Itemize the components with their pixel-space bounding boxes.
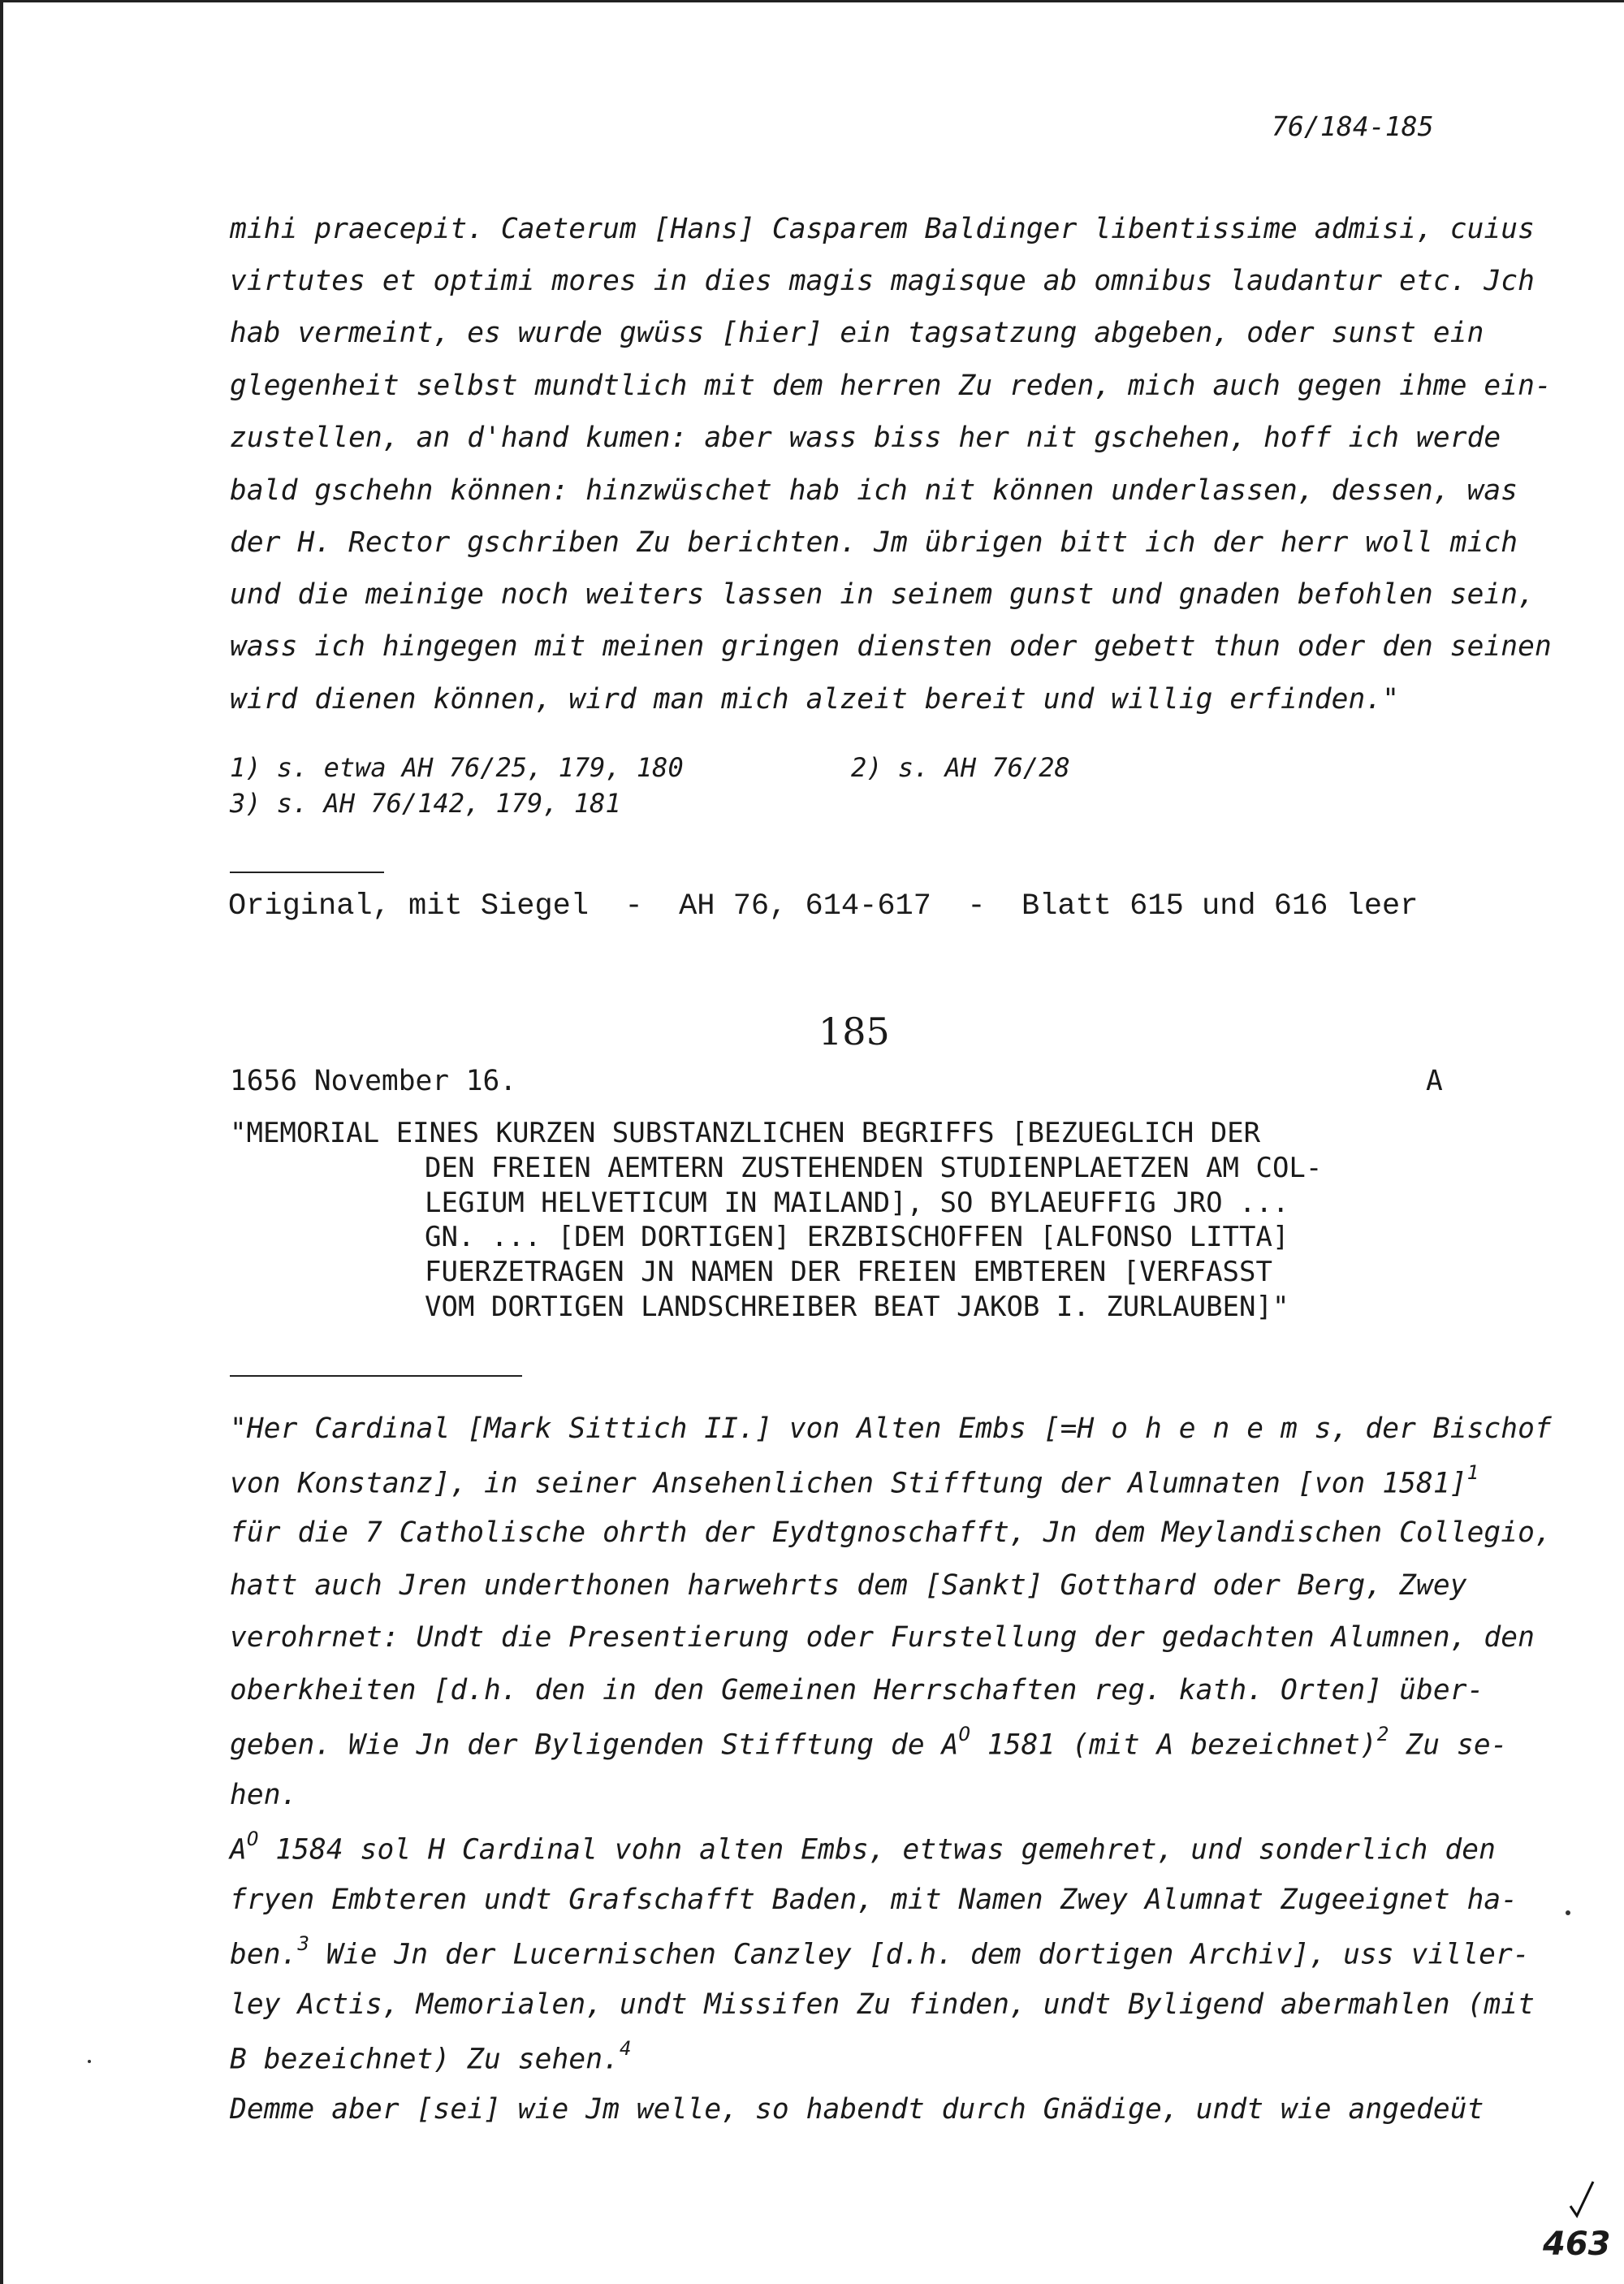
page-border-left xyxy=(0,0,3,2284)
document-number: 185 xyxy=(818,1010,890,1053)
handwritten-page-mark: 463 xyxy=(1543,2226,1611,2263)
memorial-line: verohrnet: Undt die Presentierung oder Furstellung der gedachten Alumnen, den xyxy=(230,1621,1535,1654)
source-rule xyxy=(230,872,384,873)
footnote-ref-3: 3 xyxy=(297,1932,310,1955)
scan-speck xyxy=(1566,1910,1570,1915)
title-line: GN. ... [DEM DORTIGEN] ERZBISCHOFFEN [ALFONSO LITTA] xyxy=(425,1221,1289,1253)
memorial-line: ben.$^3$ Wie Jn der Lucernischen Canzley [d.h. dem dortigen Archiv], uss viller- xyxy=(230,1932,1530,1971)
footnote-ref-4: 4 xyxy=(620,2037,632,2060)
letter-line: hab vermeint, es wurde gwüss [hier] ein tagsatzung abgeben, oder sunst ein xyxy=(230,317,1484,349)
memorial-line: geben. Wie Jn der Byligenden Stifftung de $A^O$ 1581 (mit A bezeichnet)$^2$ Zu se- xyxy=(230,1723,1508,1762)
letter-line: wird dienen können, wird man mich alzeit bereit und willig erfinden." xyxy=(230,683,1400,716)
title-line: DEN FREIEN AEMTERN ZUSTEHENDEN STUDIENPLAETZEN AM COL- xyxy=(425,1152,1323,1184)
title-line: "MEMORIAL EINES KURZEN SUBSTANZLICHEN BEGRIFFS [BEZUEGLICH DER xyxy=(230,1117,1261,1149)
document-date: 1656 November 16. xyxy=(230,1065,517,1097)
memorial-line: für die 7 Catholische ohrth der Eydtgnoschafft, Jn dem Meylandischen Collegio, xyxy=(230,1516,1552,1549)
letter-line: der H. Rector gschriben Zu berichten. Jm übrigen bitt ich der herr woll mich xyxy=(230,526,1518,559)
letter-line: mihi praecepit. Caeterum [Hans] Casparem Baldinger libentissime admisi, cuius xyxy=(230,213,1535,245)
page-reference: 76/184-185 xyxy=(1272,110,1434,142)
memorial-line: oberkheiten [d.h. den in den Gemeinen Herrschaften reg. kath. Orten] über- xyxy=(230,1674,1484,1707)
memorial-line: hatt auch Jren underthonen harwehrts dem [Sankt] Gotthard oder Berg, Zwey xyxy=(230,1569,1467,1602)
memorial-line: Demme aber [sei] wie Jm welle, so habendt durch Gnädige, undt wie angedeüt xyxy=(230,2093,1484,2126)
title-rule xyxy=(230,1375,522,1377)
page-border-top xyxy=(0,0,1624,2)
letter-line: glegenheit selbst mundtlich mit dem herren Zu reden, mich auch gegen ihme ein- xyxy=(230,370,1552,402)
checkmark-icon xyxy=(1566,2177,1598,2226)
memorial-line: "Her Cardinal [Mark Sittich II.] von Alten Embs [=H o h e n e m s, der Bischof xyxy=(230,1412,1552,1445)
letter-line: virtutes et optimi mores in dies magis magisque ab omnibus laudantur etc. Jch xyxy=(230,265,1535,297)
title-line: VOM DORTIGEN LANDSCHREIBER BEAT JAKOB I. ZURLAUBEN]" xyxy=(425,1291,1289,1323)
memorial-line: B bezeichnet) Zu sehen.$^4$ xyxy=(230,2037,632,2076)
letter-line: wass ich hingegen mit meinen gringen diensten oder gebett thun oder den seinen xyxy=(230,630,1552,663)
title-line: LEGIUM HELVETICUM IN MAILAND], SO BYLAEUFFIG JRO ... xyxy=(425,1187,1289,1219)
scan-speck xyxy=(88,2060,91,2063)
memorial-line: ley Actis, Memorialen, undt Missifen Zu finden, undt Byligend abermahlen (mit xyxy=(230,1988,1535,2021)
title-line: FUERZETRAGEN JN NAMEN DER FREIEN EMBTEREN [VERFASST xyxy=(425,1256,1272,1288)
memorial-line: $A^O$ 1584 sol H Cardinal vohn alten Embs, ettwas gemehret, und sonderlich den xyxy=(230,1828,1497,1867)
footnote-2: 2) s. AH 76/28 xyxy=(851,752,1070,783)
memorial-line: von Konstanz], in seiner Ansehenlichen Stifftung der Alumnaten [von 1581]$^1$ xyxy=(230,1461,1479,1500)
footnote-3: 3) s. AH 76/142, 179, 181 xyxy=(230,788,621,819)
memorial-line: hen. xyxy=(230,1779,298,1811)
letter-line: bald gschehn können: hinzwüschet hab ich nit können underlassen, dessen, was xyxy=(230,474,1518,507)
document-type-marker: A xyxy=(1426,1065,1443,1097)
footnote-ref-2: 2 xyxy=(1376,1723,1389,1745)
memorial-line: fryen Embteren undt Grafschafft Baden, mit Namen Zwey Alumnat Zugeeignet ha- xyxy=(230,1884,1518,1916)
letter-line: und die meinige noch weiters lassen in seinem gunst und gnaden befohlen sein, xyxy=(230,578,1535,611)
footnote-ref-1: 1 xyxy=(1466,1461,1479,1484)
source-line: Original, mit Siegel - AH 76, 614-617 - Blatt 615 und 616 leer xyxy=(228,889,1419,924)
letter-line: zustellen, an d'hand kumen: aber wass biss her nit gschehen, hoff ich werde xyxy=(230,422,1501,454)
footnote-1: 1) s. etwa AH 76/25, 179, 180 xyxy=(230,752,684,783)
